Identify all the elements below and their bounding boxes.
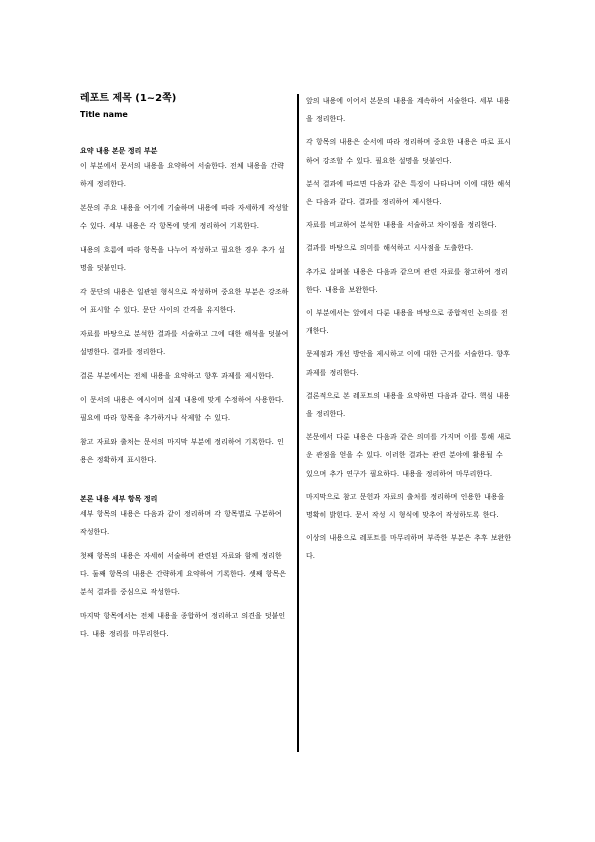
paragraph: 추가로 살펴볼 내용은 다음과 같으며 관련 자료를 참고하여 정리한다. 내용을 보완한다.	[306, 267, 508, 294]
page-subtitle: Title name	[80, 110, 128, 119]
paragraph: 자료를 비교하여 분석한 내용을 서술하고 차이점을 정리한다.	[306, 221, 497, 230]
paragraph: 각 문단의 내용은 일관된 형식으로 작성하며 중요한 부분은 강조하여 표시할 수 있다. 문단 사이의 간격을 유지한다.	[80, 288, 289, 314]
paragraph: 각 항목의 내용은 순서에 따라 정리하며 중요한 내용은 따로 표시하여 강조할 수 있다. 필요한 설명을 덧붙인다.	[306, 138, 511, 165]
paragraph: 본문의 주요 내용을 여기에 기술하며 내용에 따라 자세하게 작성할 수 있다. 세부 내용은 각 항목에 맞게 정리하여 기록한다.	[80, 204, 289, 230]
section-heading: 요약 내용 본문 정리 부분	[80, 147, 158, 155]
paragraph: 결론 부분에서는 전체 내용을 요약하고 향후 과제를 제시한다.	[80, 372, 274, 380]
paragraph: 분석 결과에 따르면 다음과 같은 특징이 나타나며 이에 대한 해석은 다음과 같다. 결과를 정리하여 제시한다.	[306, 179, 511, 207]
paragraph: 마지막으로 참고 문헌과 자료의 출처를 정리하며 인용한 내용을 명확히 밝힌다. 문서 작성 시 형식에 맞추어 작성하도록 한다.	[306, 492, 505, 520]
paragraph: 본문에서 다룬 내용은 다음과 같은 의미를 가지며 이를 통해 새로운 관점을 얻을 수 있다. 이러한 결과는 관련 분야에 활용될 수 있으며 추가 연구가 필요하다. 내용을 정리하여 마무리한다.	[306, 433, 511, 478]
paragraph: 첫째 항목의 내용은 자세히 서술하며 관련된 자료와 함께 정리한다. 둘째 항목의 내용은 간략하게 요약하여 기록한다. 셋째 항목은 분석 결과를 중심으로 작성한다.	[80, 552, 287, 596]
paragraph: 세부 항목의 내용은 다음과 같이 정리하며 각 항목별로 구분하여 작성한다.	[80, 510, 282, 536]
paragraph: 마지막 항목에서는 전체 내용을 종합하여 정리하고 의견을 덧붙인다. 내용 정리를 마무리한다.	[80, 612, 286, 638]
paragraph: 이상의 내용으로 레포트를 마무리하며 부족한 부분은 추후 보완한다.	[306, 534, 512, 561]
page-title: 레포트 제목 (1~2쪽)	[80, 93, 177, 104]
section-heading: 본론 내용 세부 항목 정리	[80, 495, 158, 503]
paragraph: 이 문서의 내용은 예시이며 실제 내용에 맞게 수정하여 사용한다. 필요에 따라 항목을 추가하거나 삭제할 수 있다.	[80, 396, 284, 422]
paragraph: 결과를 바탕으로 의미를 해석하고 시사점을 도출한다.	[306, 244, 474, 253]
paragraph: 결론적으로 본 레포트의 내용을 요약하면 다음과 같다. 핵심 내용을 정리한다.	[306, 391, 510, 419]
paragraph: 자료를 바탕으로 분석한 결과를 서술하고 그에 대한 해석을 덧붙여 설명한다. 결과를 정리한다.	[80, 330, 289, 356]
paragraph: 앞의 내용에 이어서 본문의 내용을 계속하여 서술한다. 세부 내용을 정리한다.	[306, 97, 510, 124]
left-column	[80, 92, 290, 649]
left-column-body	[80, 145, 290, 643]
right-column	[306, 92, 512, 571]
paragraph: 내용의 흐름에 따라 항목을 나누어 작성하고 필요한 경우 추가 설명을 덧붙인다.	[80, 246, 285, 272]
column-divider	[297, 94, 299, 752]
right-column-body	[306, 92, 512, 566]
paragraph: 문제점과 개선 방안을 제시하고 이에 대한 근거를 서술한다. 향후 과제를 정리한다.	[306, 350, 510, 377]
paragraph: 이 부분에서는 앞에서 다룬 내용을 바탕으로 종합적인 논의를 전개한다.	[306, 309, 508, 336]
paragraph: 이 부분에서 문서의 내용을 요약하여 서술한다. 전체 내용을 간략하게 정리한다.	[80, 162, 284, 188]
paragraph: 참고 자료와 출처는 문서의 마지막 부분에 정리하여 기록한다. 인용은 정확하게 표시한다.	[80, 438, 284, 464]
